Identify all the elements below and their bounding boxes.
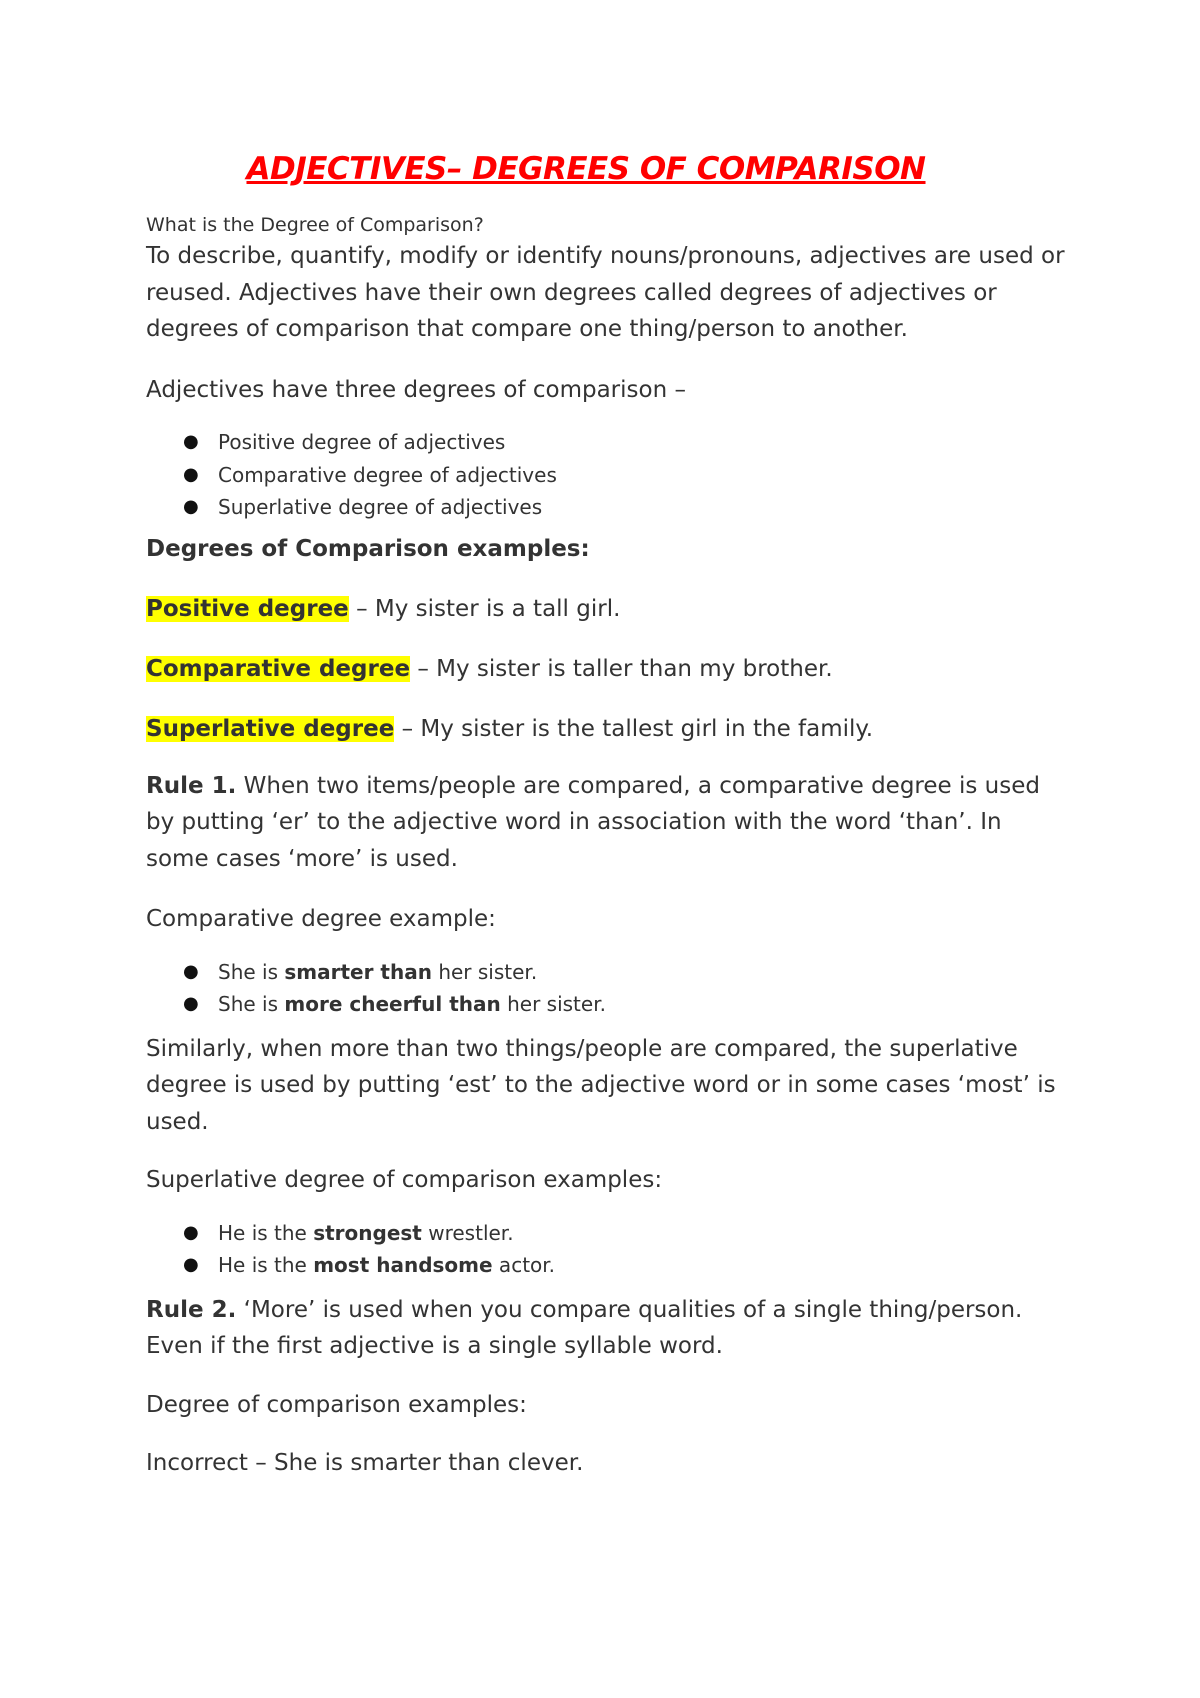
- page-title: ADJECTIVES– DEGREES OF COMPARISON: [246, 151, 926, 187]
- superlative-example-list: [146, 1217, 1066, 1282]
- highlighted-label: Comparative degree: [146, 655, 411, 682]
- document-content: [146, 150, 1066, 1482]
- list-item: ● She is smarter than her sister.: [183, 956, 1066, 989]
- list-item: ● Positive degree of adjectives: [183, 426, 1066, 459]
- comparative-example-heading: Comparative degree example:: [146, 906, 496, 932]
- bullet-icon: ●: [183, 496, 199, 517]
- examples-heading: Degrees of Comparison examples:: [146, 535, 590, 562]
- bullet-icon: ●: [183, 1254, 199, 1275]
- bullet-icon: ●: [183, 463, 199, 485]
- superlative-example-heading: Superlative degree of comparison examples:: [146, 1167, 663, 1193]
- degree-list: [146, 426, 1066, 524]
- three-degrees-intro: Adjectives have three degrees of comparison –: [146, 376, 686, 403]
- example-positive: Positive degree – My sister is a tall girl.: [146, 595, 621, 622]
- list-item: ● She is more cheerful than her sister.: [183, 988, 1066, 1021]
- list-item: ● Superlative degree of adjectives: [183, 491, 1066, 524]
- example-superlative: Superlative degree – My sister is the tallest girl in the family.: [146, 715, 874, 742]
- intro-paragraph: To describe, quantify, modify or identify nouns/pronouns, adjectives are used or reused. Adjectives have their own degrees called degrees of adjectives or degrees of comparison that compare one thing/person to another.: [146, 243, 1065, 342]
- rule-2-paragraph: Rule 2. ‘More’ is used when you compare qualities of a single thing/person. Even if the first adjective is a single syllable word.: [146, 1296, 1023, 1359]
- highlighted-label: Positive degree: [146, 595, 349, 622]
- example-comparative: Comparative degree – My sister is taller than my brother.: [146, 655, 833, 682]
- bullet-icon: ●: [183, 960, 199, 982]
- list-item: ● He is the most handsome actor.: [183, 1249, 1066, 1282]
- rule-1-label: Rule 1.: [146, 772, 237, 799]
- rule-2-label: Rule 2.: [146, 1296, 237, 1323]
- bullet-icon: ●: [183, 431, 199, 452]
- bullet-icon: ●: [183, 993, 199, 1014]
- rule-1-paragraph: Rule 1. When two items/people are compared, a comparative degree is used by putting ‘er’ to the adjective word in association with the word ‘than’. In some cases ‘more’ is used.: [146, 772, 1040, 872]
- comparative-example-list: [146, 956, 1066, 1021]
- list-item: ● Comparative degree of adjectives: [183, 459, 1066, 492]
- incorrect-line: Incorrect – She is smarter than clever.: [146, 1450, 584, 1476]
- bullet-icon: ●: [183, 1221, 199, 1243]
- similarly-paragraph: Similarly, when more than two things/people are compared, the superlative degree is used by putting ‘est’ to the adjective word or in some cases ‘most’ is used.: [146, 1035, 1056, 1135]
- question-line: What is the Degree of Comparison?: [146, 214, 484, 236]
- list-item: ● He is the strongest wrestler.: [183, 1217, 1066, 1250]
- degree-examples-heading: Degree of comparison examples:: [146, 1391, 527, 1418]
- highlighted-label: Superlative degree: [146, 715, 395, 742]
